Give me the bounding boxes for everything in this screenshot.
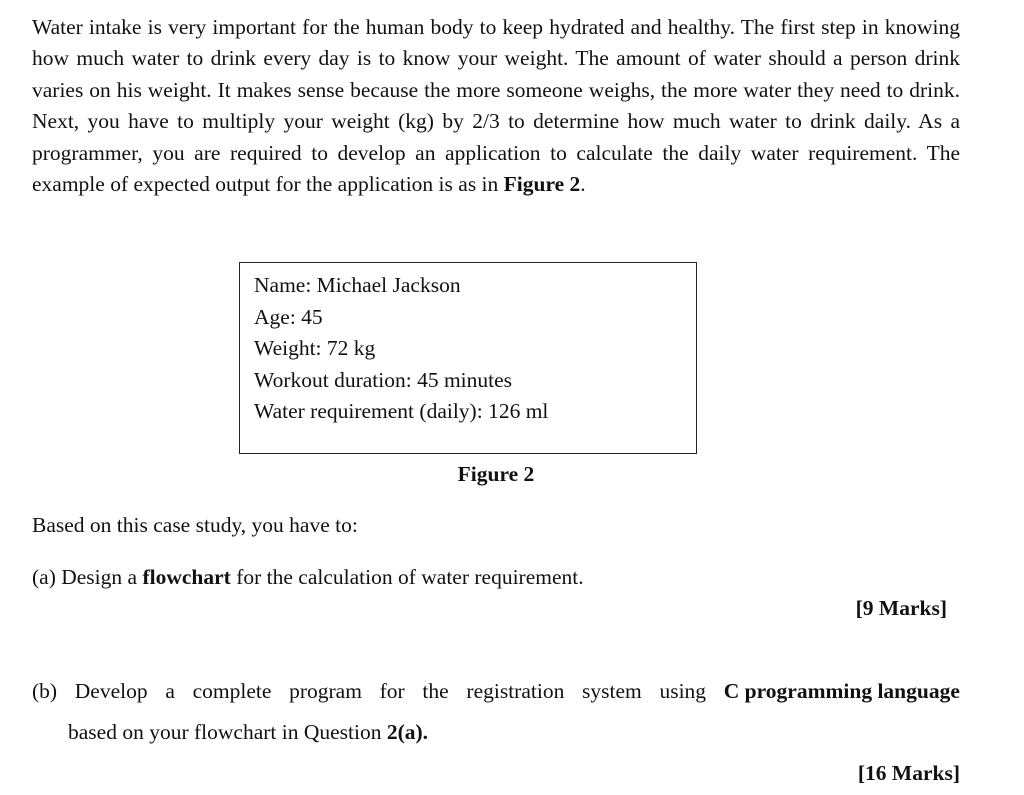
question-b-word: for (379, 679, 405, 703)
output-age-line: Age: 45 (254, 304, 323, 329)
question-a-suffix: for the calculation of water requirement. (230, 565, 584, 589)
output-workout-line: Workout duration: 45 minutes (254, 367, 513, 392)
question-b-line2-text: based on your flowchart in Question (68, 720, 387, 744)
question-b-line-1 (32, 676, 960, 706)
figure-caption: Figure 2 (457, 462, 535, 486)
intro-text: Water intake is very important for the human body to keep hydrated and healthy. The first step in knowing how much water to drink every day is to know your weight. The amount of water should a person drink varies on his weight. It makes sense because the more someone weighs, the more water they need to drink. Next, you have to multiply your weight (kg) by 2/3 to determine how much water to drink daily. As a programmer, you are required to develop an application to calculate the daily water requirement. The example of expected output for the application is as in (32, 15, 960, 197)
output-name-line: Name: Michael Jackson (254, 273, 461, 297)
question-b-word: a (165, 679, 175, 703)
question-a-prefix: (a) Design a (32, 565, 143, 589)
expected-output-box (239, 262, 697, 454)
output-water-line: Water requirement (daily): 126 ml (254, 399, 549, 423)
question-b-marks: [16 Marks] (857, 761, 960, 785)
question-b-word: program (289, 679, 362, 703)
question-b-word: the (422, 679, 449, 703)
question-b-reference: 2(a). (386, 720, 429, 744)
question-b-word: registration (466, 679, 565, 703)
question-a-keyword: flowchart (142, 565, 231, 589)
question-b-word: (b) (32, 679, 58, 703)
intro-paragraph (32, 12, 960, 200)
question-b (32, 676, 960, 747)
output-weight-line: Weight: 72 kg (254, 336, 376, 360)
question-b-line-2 (32, 717, 960, 747)
figure-reference: Figure 2 (503, 172, 581, 197)
question-b-word: complete (192, 679, 272, 703)
question-b-language: C programming language (723, 679, 960, 703)
question-b-word: system (582, 679, 642, 703)
question-b-word: using (659, 679, 707, 703)
intro-end-punctuation: . (580, 172, 586, 197)
question-a (32, 562, 584, 592)
question-b-word: Develop (74, 679, 148, 703)
question-a-marks: [9 Marks] (855, 596, 947, 620)
instructions-prompt: Based on this case study, you have to: (32, 513, 358, 537)
